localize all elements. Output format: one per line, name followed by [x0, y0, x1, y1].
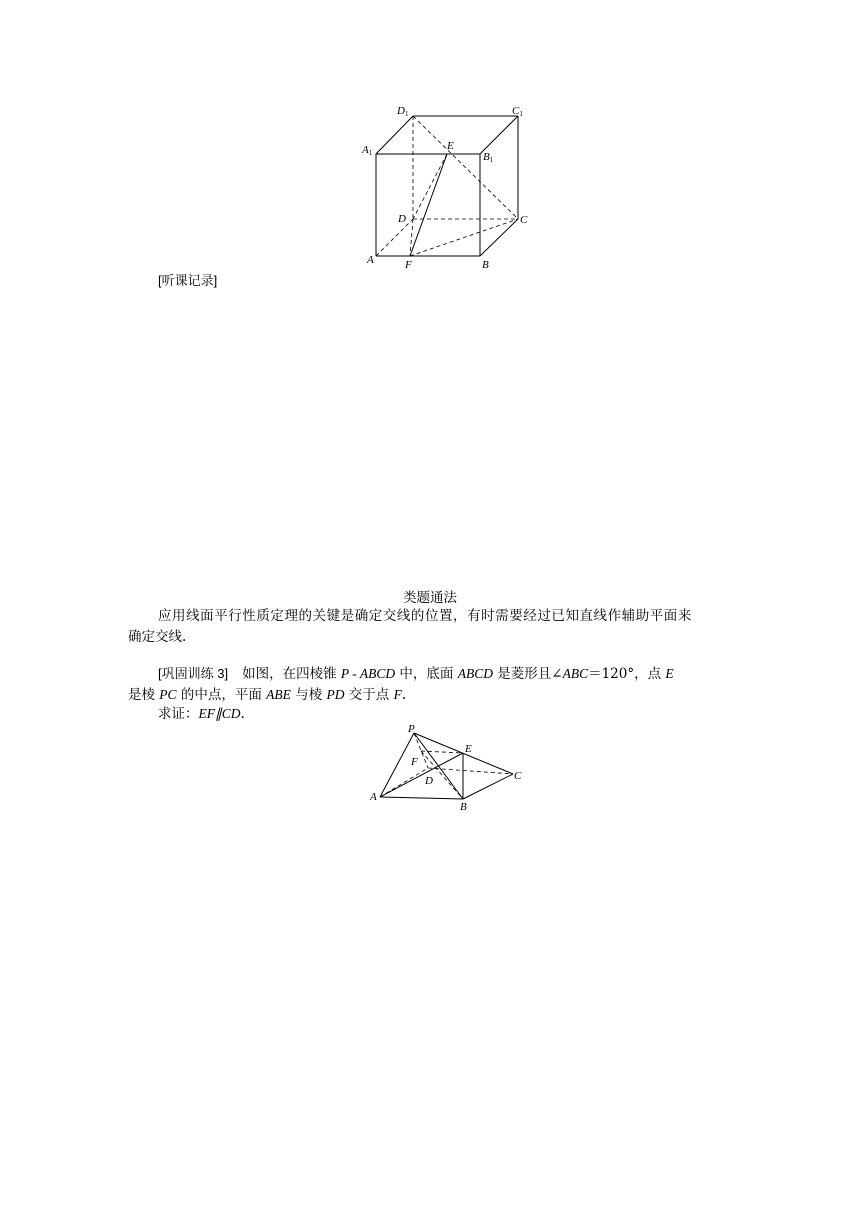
label-b1: B1	[483, 151, 494, 164]
label-a2: A	[370, 791, 377, 803]
label-a: A	[367, 254, 374, 266]
prove-line: 求证：EF∥CD.	[158, 706, 245, 722]
label-b2: B	[460, 801, 467, 813]
label-p: P	[408, 723, 415, 735]
method-line2: 确定交线.	[128, 629, 187, 645]
label-e2: E	[465, 743, 472, 755]
label-c2: C	[514, 770, 522, 782]
method-title: 类题通法	[403, 590, 457, 606]
label-f2: F	[411, 756, 418, 768]
label-c: C	[520, 214, 528, 226]
pyramid-figure	[0, 720, 860, 820]
label-a1: A1	[362, 144, 373, 157]
cube-figure	[0, 0, 860, 300]
label-d1: D1	[397, 105, 409, 118]
label-b: B	[482, 259, 489, 271]
label-e: E	[447, 140, 454, 152]
label-d: D	[398, 213, 406, 225]
label-c1: C1	[512, 105, 523, 118]
record-label: [听课记录]	[158, 273, 218, 288]
method-line1: 应用线面平行性质定理的关键是确定交线的位置，有时需要经过已知直线作辅助平面来	[158, 608, 692, 624]
exercise-line1: [巩固训练 3] 如图，在四棱锥 P - ABCD 中，底面 ABCD 是菱形且∠ABC＝120°，点 E	[158, 666, 674, 682]
exercise-line2: 是棱 PC 的中点，平面 ABE 与棱 PD 交于点 F.	[128, 687, 407, 703]
label-d2: D	[425, 775, 433, 787]
exercise-tag: [巩固训练 3]	[158, 666, 229, 681]
label-f: F	[405, 259, 412, 271]
